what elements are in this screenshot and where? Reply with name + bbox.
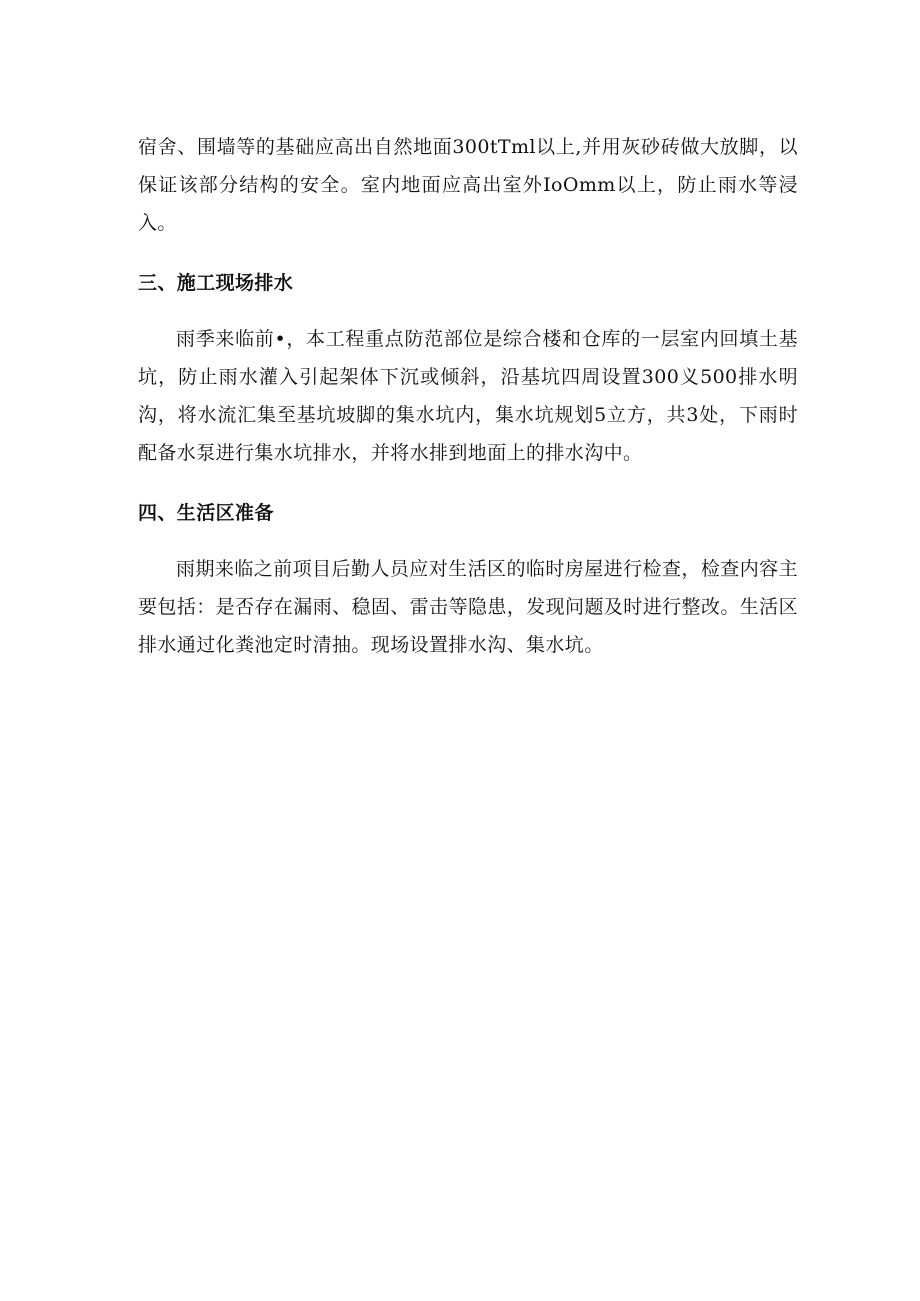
paragraph-living-area: 雨期来临之前项目后勤人员应对生活区的临时房屋进行检查，检查内容主要包括：是否存在漏雨、稳固、雷击等隐患，发现问题及时进行整改。生活区排水通过化粪池定时清抽。现场设置排水沟、集水坑。 [138, 558, 798, 656]
paragraph-site-drainage: 雨季来临前•，本工程重点防范部位是综合楼和仓库的一层室内回填土基坑，防止雨水灌入引起架体下沉或倾斜，沿基坑四周设置300义500排水明沟，将水流汇集至基坑坡脚的集水坑内，集水坑规划5立方，共3处，下雨时配备水泵进行集水坑排水，并将水排到地面上的排水沟中。 [138, 328, 798, 464]
heading-site-drainage: 三、施工现场排水 [138, 272, 294, 294]
heading-living-area: 四、生活区准备 [138, 502, 274, 524]
paragraph-foundation: 宿舍、围墙等的基础应高出自然地面300tTml以上,并用灰砂砖做大放脚，以保证该部分结构的安全。室内地面应高出室外IoOmm以上，防止雨水等浸入。 [138, 136, 798, 234]
document-body [138, 128, 798, 664]
